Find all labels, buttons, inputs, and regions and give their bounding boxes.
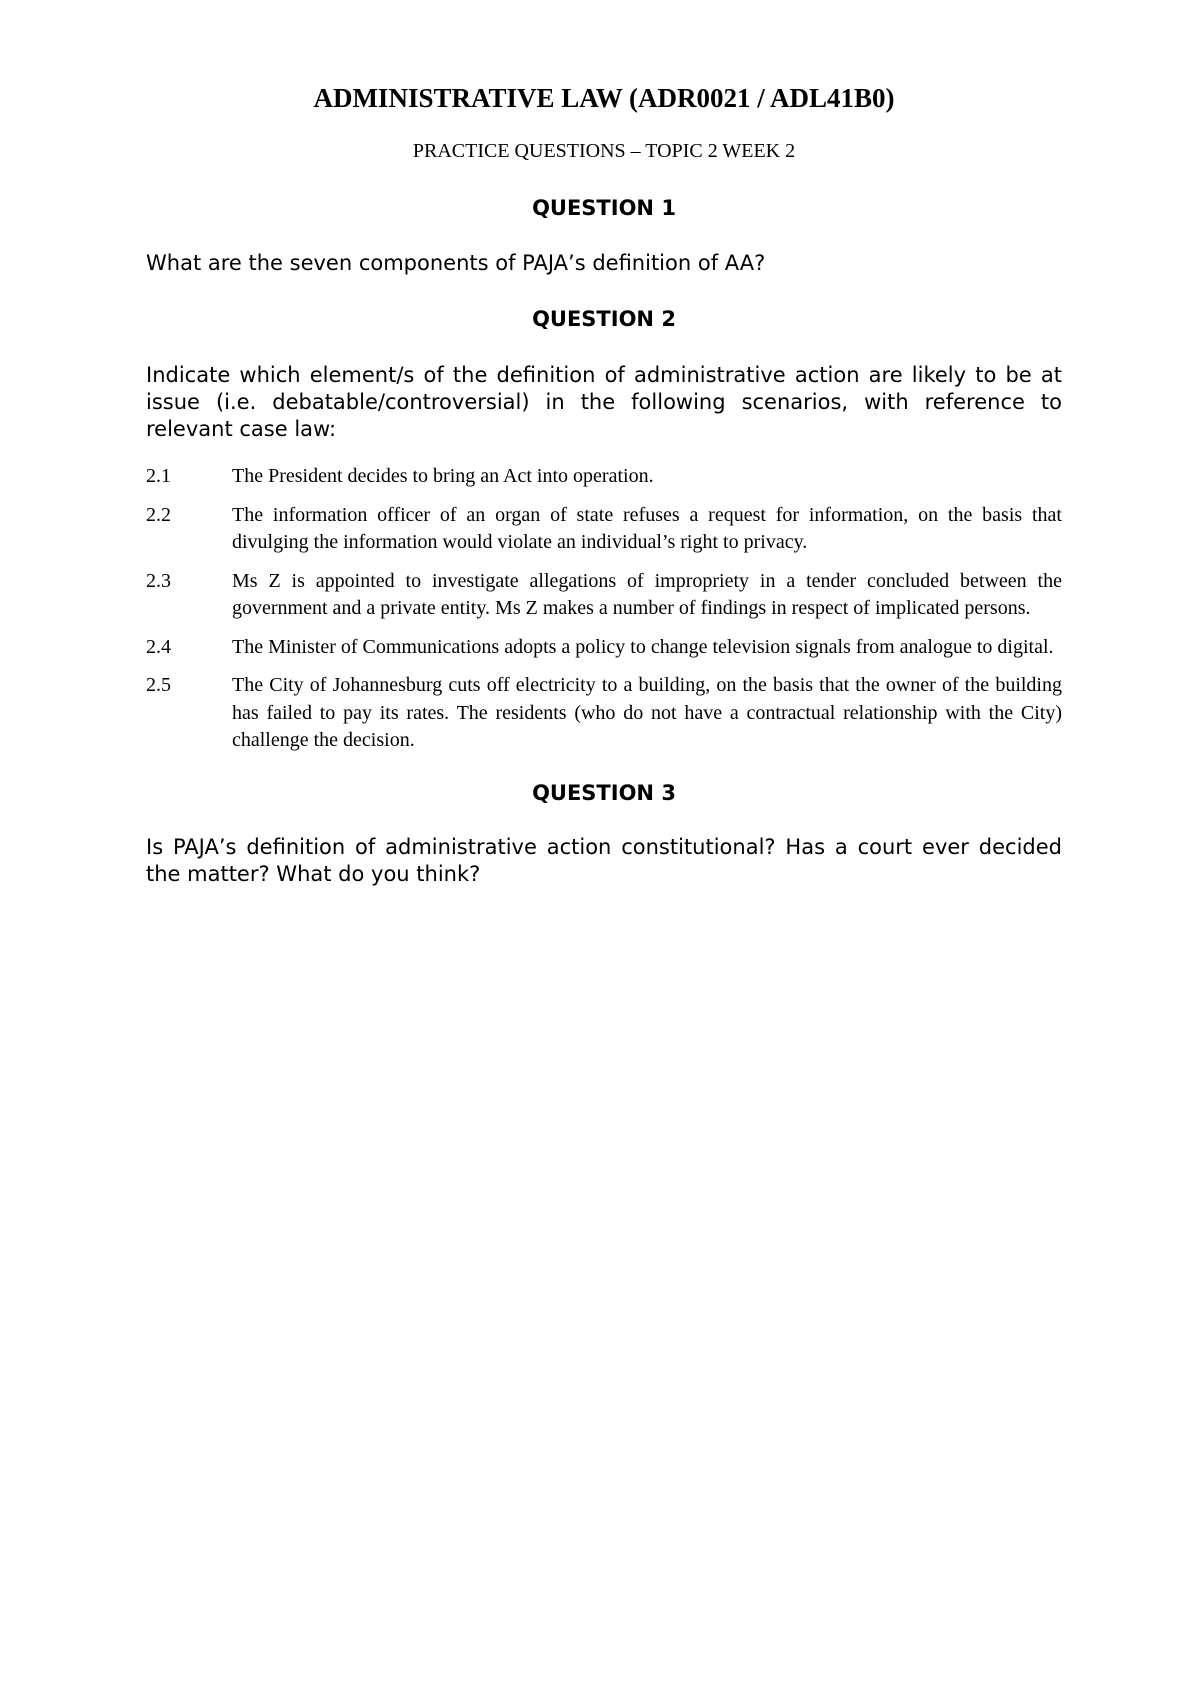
- document-title: ADMINISTRATIVE LAW (ADR0021 / ADL41B0): [313, 83, 895, 113]
- question-1: [146, 194, 1062, 277]
- scenario-item-2-5: [146, 672, 1062, 755]
- scenario-item-2-1: [146, 463, 1062, 491]
- scenario-number: 2.5: [146, 674, 171, 696]
- question-1-heading: QUESTION 1: [532, 196, 676, 220]
- scenario-item-2-4: [146, 634, 1062, 662]
- question-3-heading: QUESTION 3: [532, 780, 676, 805]
- question-3: [146, 779, 1062, 888]
- document-subtitle: PRACTICE QUESTIONS – TOPIC 2 WEEK 2: [412, 140, 796, 162]
- scenario-item-2-3: [146, 568, 1062, 623]
- scenario-text: The information officer of an organ of state refuses a request for information, on the basis that divulging the information would violate an individual’s right to privacy.: [232, 503, 1062, 553]
- question-1-text: What are the seven components of PAJA’s definition of AA?: [146, 251, 766, 275]
- scenario-number: 2.4: [146, 635, 171, 658]
- question-2-heading: QUESTION 2: [532, 307, 676, 331]
- scenario-list: [146, 463, 1062, 755]
- scenario-text: The President decides to bring an Act into operation.: [232, 465, 654, 487]
- document-body: [146, 78, 1062, 888]
- scenario-text: Ms Z is appointed to investigate allegations of impropriety in a tender concluded between the government and a private entity. Ms Z makes a number of findings in respect of implicated persons.: [232, 569, 1062, 619]
- scenario-number: 2.1: [146, 465, 171, 487]
- question-2: [146, 305, 1062, 755]
- scenario-text: The City of Johannesburg cuts off electricity to a building, on the basis that the owner of the building has failed to pay its rates. The residents (who do not have a contractual relationship with the City) challenge the decision.: [232, 674, 1062, 751]
- question-2-text: Indicate which element/s of the definition of administrative action are likely to be at issue (i.e. debatable/controversial) in the following scenarios, with reference to relevant case law:: [146, 363, 1062, 441]
- scenario-item-2-2: [146, 502, 1062, 557]
- question-3-text: Is PAJA’s definition of administrative action constitutional? Has a court ever decided the matter? What do you think?: [146, 834, 1062, 886]
- scenario-number: 2.2: [146, 503, 171, 526]
- scenario-number: 2.3: [146, 569, 171, 592]
- scenario-text: The Minister of Communications adopts a policy to change television signals from analogue to digital.: [232, 635, 1054, 658]
